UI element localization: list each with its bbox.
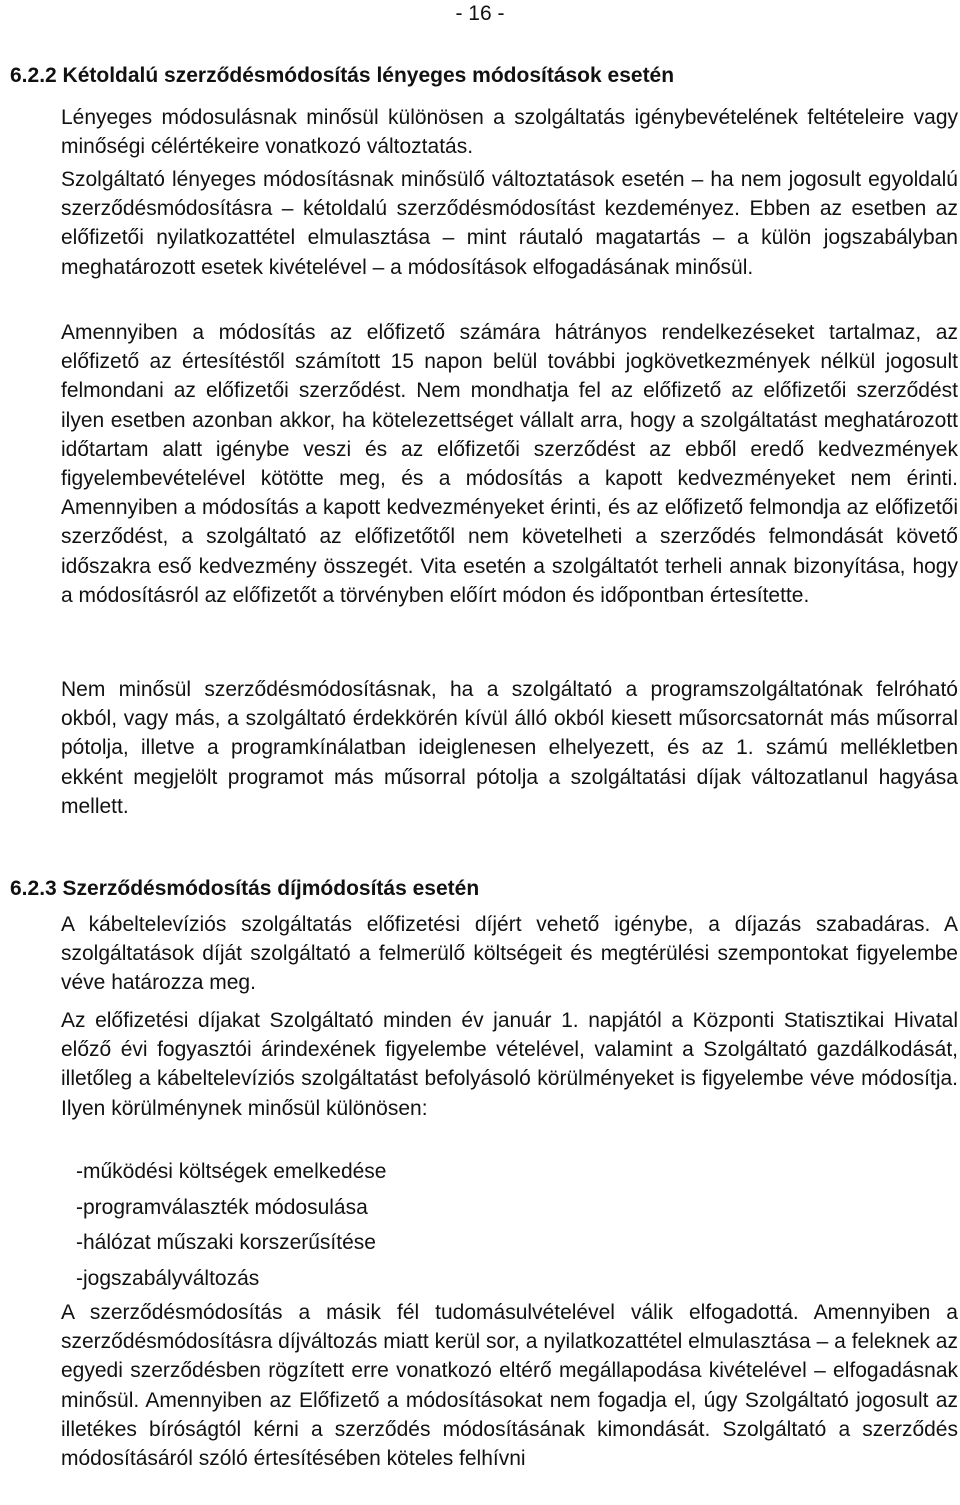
paragraph: A szerződésmódosítás a másik fél tudomásulvételével válik elfogadottá. Amennyiben a szerződésmódosításra díjváltozás miatt kerül sor, a nyilatkozattétel elmulasztása – a feleknek az egyedi szerződésben rögzített erre vonatkozó eltérő megállapodása kivételével – elfogadásnak minősül. Amennyiben az Előfizető a módosításokat nem fogadja el, úgy Szolgáltató jogosult az illetékes bíróságtól kérni a szerződés módosításának kimondását. Szolgáltató a szerződés módosításáról szóló értesítésében köteles felhívni: [61, 1301, 958, 1471]
paragraph: Szolgáltató lényeges módosításnak minősülő változtatások esetén – ha nem jogosult egyoldalú szerződésmódosításra – kétoldalú szerződésmódosítást kezdeményez. Ebben az esetben az előfizetői nyilatkozattétel elmulasztása – mint ráutaló magatartás – a külön jogszabályban meghatározott esetek kivételével – a módosítások elfogadásának minősül.: [61, 168, 958, 279]
list-item: -jogszabályváltozás: [76, 1266, 260, 1290]
page-number: - 16 -: [455, 2, 505, 25]
paragraph: Lényeges módosulásnak minősül különösen a szolgáltatás igénybevételének feltételeire vagy minőségi célértékeire vonatkozó változtatás.: [61, 106, 958, 159]
section-heading-6-2-2: 6.2.2 Kétoldalú szerződésmódosítás lényeges módosítások esetén: [10, 64, 675, 87]
list-item: -hálózat műszaki korszerűsítése: [76, 1231, 376, 1255]
paragraph: Az előfizetési díjakat Szolgáltató minden év január 1. napjától a Központi Statisztikai Hivatal előző évi fogyasztói árindexének figyelembe vételével, valamint a Szolgáltató gazdálkodását, illetőleg a kábeltelevíziós szolgáltatást befolyásoló körülményeket is figyelembe véve módosítja. Ilyen körülménynek minősül különösen:: [61, 1009, 958, 1120]
paragraph: Amennyiben a módosítás az előfizető számára hátrányos rendelkezéseket tartalmaz, az előfizető az értesítéstől számított 15 napon belül további jogkövetkezmények nélkül jogosult felmondani az előfizetői szerződést. Nem mondhatja fel az előfizető az előfizetői szerződést ilyen esetben azonban akkor, ha kötelezettséget vállalt arra, hogy a szolgáltatást meghatározott időtartam alatt igénybe veszi és az előfizetői szerződést az ebből eredő kedvezmények figyelembevételével kötötte meg, és a módosítás a kapott kedvezményeket nem érinti. Amennyiben a módosítás a kapott kedvezményeket érinti, és az előfizető felmondja az előfizetői szerződést, a szolgáltató az előfizetőtől nem követelheti a szerződés felmondását követő időszakra eső kedvezmény összegét. Vita esetén a szolgáltatót terheli annak bizonyítása, hogy a módosításról az előfizetőt a törvényben előírt módon és időpontban értesítette.: [61, 321, 958, 607]
circumstance-list: [61, 1157, 941, 1299]
section-heading-6-2-3: 6.2.3 Szerződésmódosítás díjmódosítás esetén: [10, 877, 480, 900]
list-item: -programválaszték módosulása: [76, 1195, 368, 1219]
paragraph: Nem minősül szerződésmódosításnak, ha a szolgáltató a programszolgáltatónak felróható okból, vagy más, a szolgáltató érdekkörén kívül álló okból kiesett műsorcsatornát más műsorral pótolja, illetve a programkínálatban ideiglenesen elhelyezett, és az 1. számú mellékletben ekként megjelölt programot más műsorral pótolja a szolgáltatási díjak változatlanul hagyása mellett.: [61, 678, 958, 818]
list-item: -működési költségek emelkedése: [76, 1160, 387, 1183]
paragraph: A kábeltelevíziós szolgáltatás előfizetési díjért vehető igénybe, a díjazás szabadáras. A szolgáltatások díját szolgáltató a felmerülő költségeit és megtérülési szempontokat figyelembe véve határozza meg.: [61, 913, 958, 995]
